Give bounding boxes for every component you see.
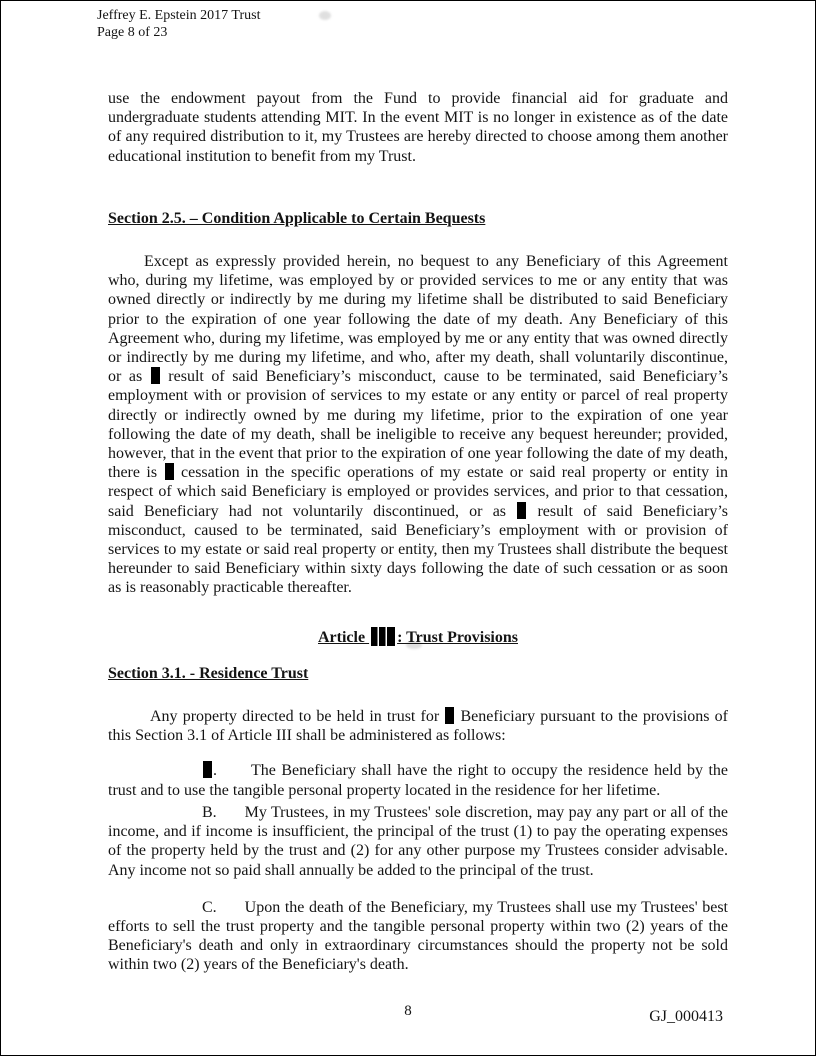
section-2-5-heading: Section 2.5. – Condition Applicable to Certain Bequests — [108, 209, 486, 227]
page-header — [97, 8, 260, 41]
section-2-5-paragraph: Except as expressly provided herein, no bequest to any Beneficiary of this Agreement who, during my lifetime, was employed by or provided services to me or any entity that was owned directly or indirectly by me during my lifetime shall be distributed to said Beneficiary prior to the expiration of one year following the date of my death. Any Beneficiary of this Agreement who, during my lifetime, was employed by me or any entity that was owned directly or indirectly by me during my lifetime, and who, after my death, shall voluntarily discontinue, or as result of said Beneficiary’s misconduct, cause to be terminated, said Beneficiary’s employment with or provision of services to my estate or any entity or parcel of real property directly or indirectly owned by me during my lifetime, prior to the expiration of one year following the date of my death, shall be ineligible to receive any bequest hereunder; provided, however, that in the event that prior to the expiration of one year following the date of my death, there is cessation in the specific operations of my estate or said real property or entity in respect of which said Beneficiary is employed or provides services, and prior to that cessation, said Beneficiary had not voluntarily discontinued, or as result of said Beneficiary’s misconduct, caused to be terminated, said Beneficiary’s employment with or provision of services to my estate or said real property or entity, then my Trustees shall distribute the bequest hereunder to said Beneficiary within sixty days following the date of such cessation or as soon as is reasonably practicable thereafter. — [108, 253, 729, 597]
redaction-mark — [371, 627, 395, 646]
redaction-mark — [165, 463, 174, 480]
subparagraph-c: C. Upon the death of the Beneficiary, my Trustees shall use my Trustees' best efforts to sell the trust property and the tangible personal property within two (2) years of the Beneficiary's death and only in extraordinary circumstances should the property not be sold within two (2) years of the Beneficiary's death. — [108, 898, 728, 974]
section-3-1-heading: Section 3.1. - Residence Trust — [108, 664, 309, 682]
subparagraph-b: B. My Trustees, in my Trustees' sole discretion, may pay any part or all of the income, and if income is insufficient, the principal of the trust (1) to pay the operating expenses of the property held by the trust and (2) for any other purpose my Trustees consider advisable. Any income not so paid shall annually be added to the principal of the trust. — [108, 803, 728, 879]
document-body — [108, 89, 728, 975]
article-3-heading — [108, 627, 728, 647]
article-3-heading-text: Article : Trust Provisions — [318, 628, 518, 646]
redaction-mark — [445, 707, 454, 724]
scan-artifact — [319, 11, 331, 20]
redaction-mark — [151, 367, 160, 384]
trust-title: Jeffrey E. Epstein 2017 Trust — [97, 8, 261, 23]
subparagraph-a: . The Beneficiary shall have the right to occupy the residence held by the trust and to use the tangible personal property located in the residence for her lifetime. — [108, 762, 728, 799]
intro-paragraph: use the endowment payout from the Fund to provide financial aid for graduate and undergraduate students attending MIT. In the event MIT is no longer in existence as of the date of any required distribution to it, my Trustees are hereby directed to choose among them another educational institution to benefit from my Trust. — [108, 90, 728, 165]
bates-number: GJ_000413 — [649, 1008, 723, 1025]
page-label: Page 8 of 23 — [97, 24, 168, 40]
section-3-1-intro-paragraph: Any property directed to be held in trust for Beneficiary pursuant to the provisions of this Section 3.1 of Article III shall be administered as follows: — [108, 708, 729, 745]
redaction-mark — [517, 502, 526, 519]
redaction-mark — [203, 761, 212, 778]
page-number: 8 — [404, 1003, 412, 1019]
